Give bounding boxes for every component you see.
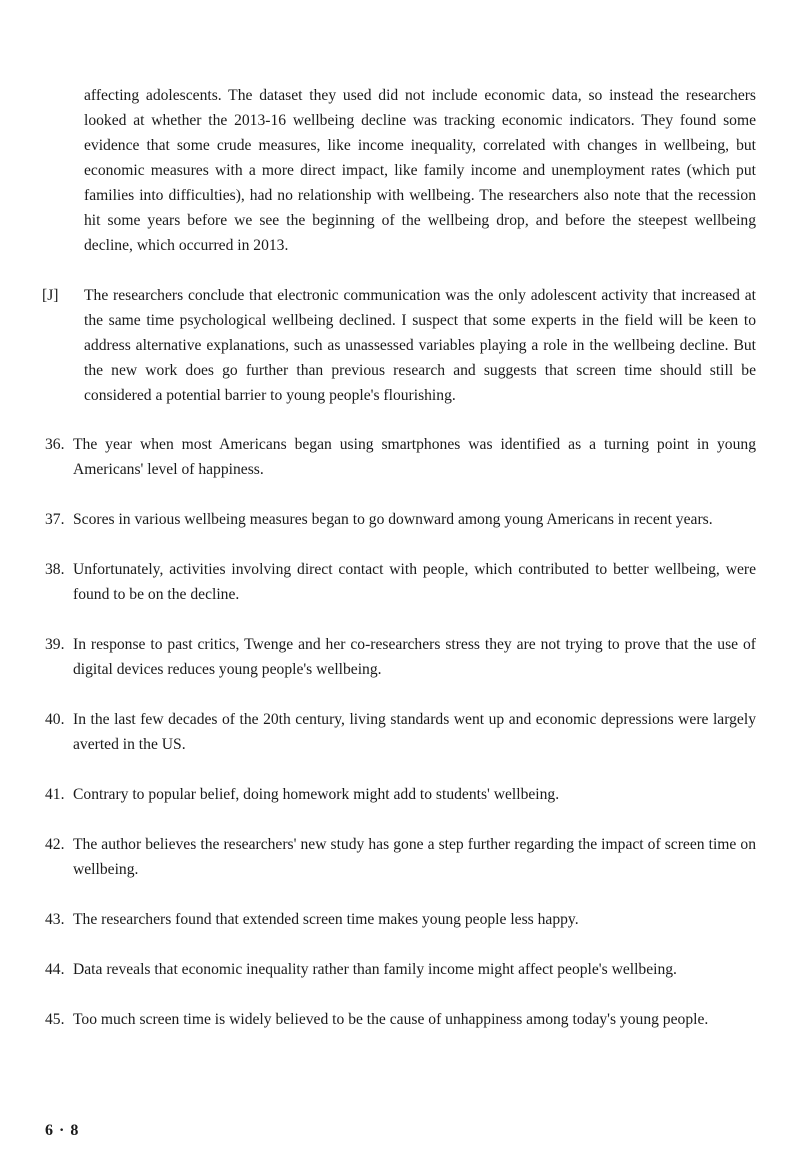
statement-number: 41. [45,786,65,803]
statement-44 [45,957,756,982]
page-number: 6 · 8 [45,1122,80,1139]
statement-number: 37. [45,511,65,528]
statement-text: Too much screen time is widely believed to be the cause of unhappiness among today's young people. [73,1011,709,1028]
statement-40 [45,707,756,757]
statement-41 [45,782,756,807]
statement-text: In response to past critics, Twenge and her co-researchers stress they are not trying to prove that the use of digital devices reduces young people's wellbeing. [73,636,756,678]
statement-text: Scores in various wellbeing measures began to go downward among young Americans in recent years. [73,511,713,528]
statement-37 [45,507,756,532]
statement-text: Unfortunately, activities involving direct contact with people, which contributed to better wellbeing, were found to be on the decline. [73,561,756,603]
statement-38 [45,557,756,607]
statement-text: Contrary to popular belief, doing homework might add to students' wellbeing. [73,786,560,803]
statement-number: 42. [45,836,65,853]
statement-text: In the last few decades of the 20th century, living standards went up and economic depressions were largely averted in the US. [73,711,756,753]
statement-number: 39. [45,636,65,653]
statement-number: 44. [45,961,65,978]
statement-39 [45,632,756,682]
statement-text: The year when most Americans began using smartphones was identified as a turning point in young Americans' level of happiness. [73,436,756,478]
statement-36 [45,432,756,482]
statement-text: The researchers found that extended screen time makes young people less happy. [73,911,579,928]
statement-42 [45,832,756,882]
statement-43 [45,907,756,932]
statement-45 [45,1007,756,1032]
paragraph-j [42,283,756,408]
statement-text: Data reveals that economic inequality rather than family income might affect people's wellbeing. [73,961,677,978]
statement-number: 45. [45,1011,65,1028]
statement-number: 43. [45,911,65,928]
statement-number: 38. [45,561,65,578]
statement-number: 40. [45,711,65,728]
paragraph-j-label: [J] [42,287,59,304]
statement-list [45,432,756,1057]
paragraph-i-continuation: affecting adolescents. The dataset they used did not include economic data, so instead the researchers looked at whether the 2013-16 wellbeing decline was tracking economic indicators. They found some evidence that some crude measures, like income inequality, correlated with changes in wellbeing, but economic measures with a more direct impact, like family income and unemployment rates (which put families into difficulties), had no relationship with wellbeing. The researchers also note that the recession hit some years before we see the beginning of the wellbeing drop, and before the steepest wellbeing decline, which occurred in 2013. [84,87,756,254]
statement-number: 36. [45,436,65,453]
statement-text: The author believes the researchers' new study has gone a step further regarding the impact of screen time on wellbeing. [73,836,756,878]
paragraph-j-text: The researchers conclude that electronic communication was the only adolescent activity that increased at the same time psychological wellbeing declined. I suspect that some experts in the field will be keen to address alternative explanations, such as unassessed variables playing a role in the wellbeing decline. But the new work does go further than previous research and suggests that screen time should still be considered a potential barrier to young people's flourishing. [84,287,756,404]
